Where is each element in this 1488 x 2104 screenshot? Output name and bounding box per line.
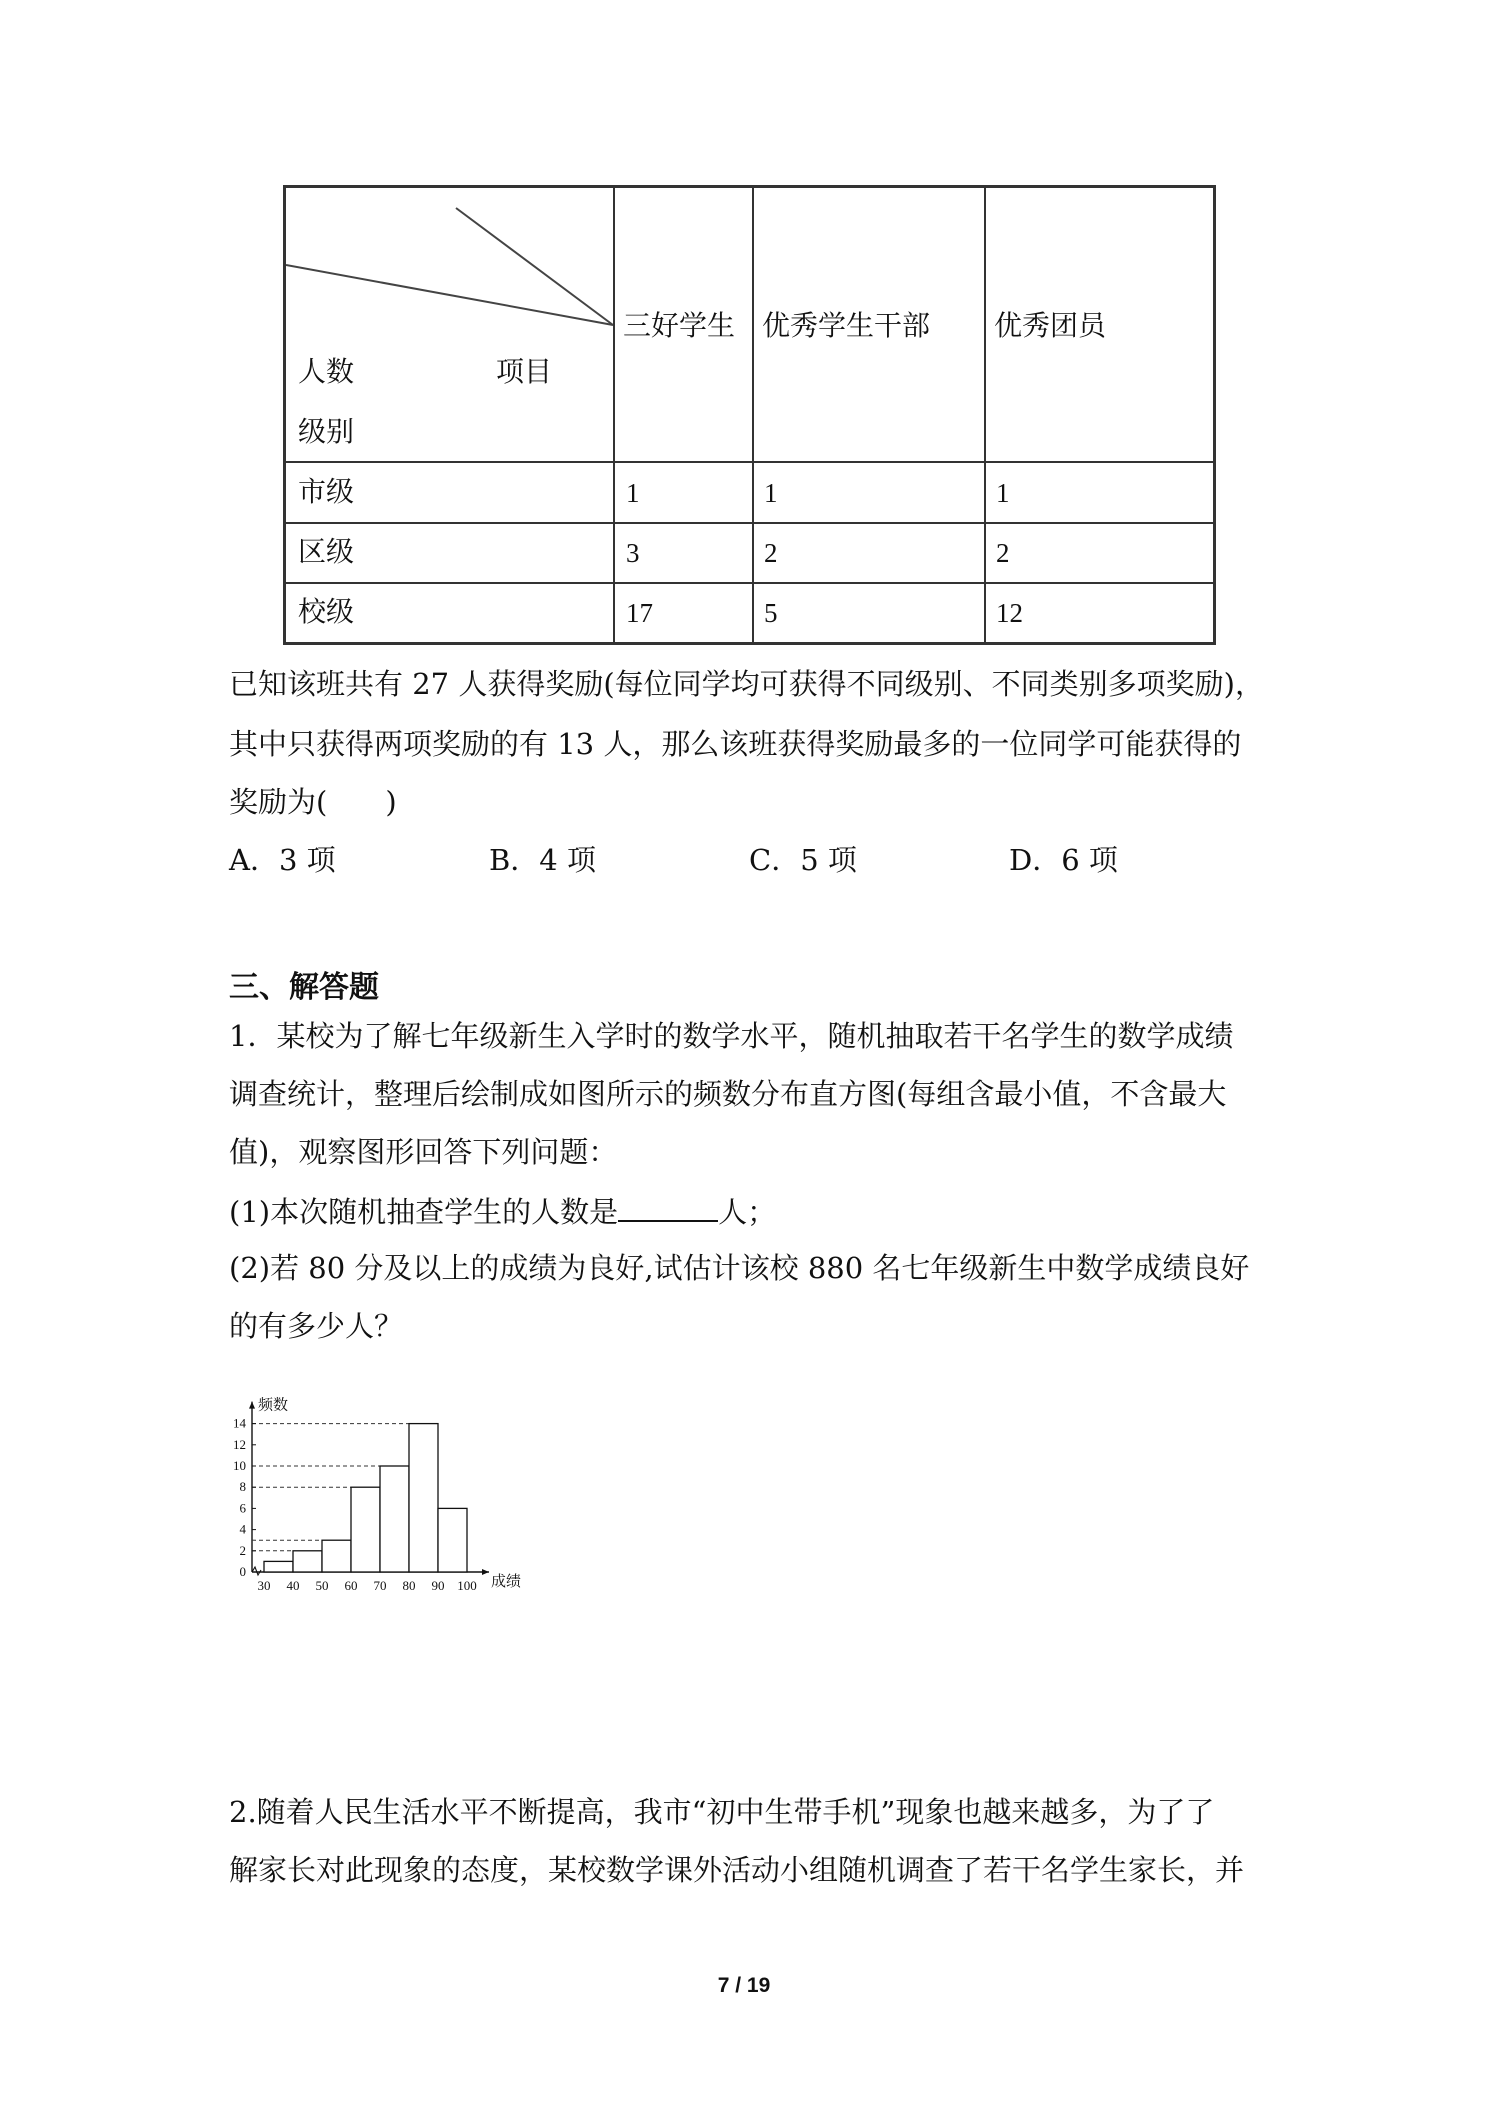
row-level-label: 区级 [298, 535, 355, 568]
problem-line: 1．某校为了解七年级新生入学时的数学水平，随机抽取若干名学生的数学成绩 [229, 1019, 1234, 1053]
problem-line: 2.随着人民生活水平不断提高，我市“初中生带手机”现象也越来越多，为了了 [229, 1795, 1215, 1829]
x-tick-label: 40 [286, 1578, 300, 1593]
problem-line: 调查统计，整理后绘制成如图所示的频数分布直方图(每组含最小值，不含最大 [229, 1077, 1227, 1111]
histogram-bar [293, 1551, 322, 1572]
y-tick-label: 12 [233, 1436, 246, 1452]
y-tick-label: 10 [233, 1458, 246, 1473]
table-cell: 1 [764, 478, 778, 508]
x-tick-label: 90 [431, 1578, 445, 1593]
sub-question-2-cont: 的有多少人？ [229, 1309, 404, 1343]
x-axis-label: 成绩 [491, 1574, 522, 1590]
x-tick-label: 80 [402, 1578, 416, 1593]
problem-line: 值)，观察图形回答下列问题： [229, 1135, 618, 1169]
table-cell: 2 [764, 538, 778, 568]
award-table [283, 185, 1216, 645]
y-axis-label: 频数 [258, 1397, 289, 1414]
question-line: 已知该班共有 27 人获得奖励(每位同学均可获得不同级别、不同类别多项奖励)， [229, 667, 1264, 701]
section-title: 三、解答题 [229, 970, 379, 1005]
corner-label-item: 项目 [496, 355, 553, 388]
table-cell: 2 [996, 538, 1010, 568]
histogram-bar [380, 1466, 409, 1572]
x-tick-label: 30 [257, 1578, 271, 1593]
table-cell: 3 [626, 538, 640, 568]
sub-question-1-unit: 人； [718, 1195, 777, 1229]
answer-blank[interactable] [618, 1196, 718, 1222]
table-cell: 5 [764, 598, 778, 628]
sub-question-1-text: (1)本次随机抽查学生的人数是 [229, 1195, 619, 1229]
histogram-bar [322, 1540, 351, 1572]
y-axis-arrow-icon [249, 1402, 255, 1409]
frequency-histogram [220, 1366, 540, 1606]
column-header: 优秀学生干部 [762, 309, 931, 342]
x-axis-arrow-icon [482, 1569, 489, 1575]
y-tick-label: 2 [239, 1542, 246, 1558]
question-line: 其中只获得两项奖励的有 13 人，那么该班获得奖励最多的一位同学可能获得的 [229, 727, 1242, 761]
y-tick-label: 4 [239, 1521, 246, 1537]
sub-question-2: (2)若 80 分及以上的成绩为良好,试估计该校 880 名七年级新生中数学成绩良好 [229, 1251, 1250, 1285]
axis-break-icon [252, 1567, 261, 1575]
histogram-bar [351, 1487, 380, 1572]
choice-c: C．5 项 [749, 843, 857, 877]
table-cell: 1 [996, 478, 1010, 508]
corner-label-count: 人数 [298, 355, 355, 388]
question-line: 奖励为( ) [229, 785, 397, 819]
histogram-bar [438, 1508, 467, 1572]
y-tick-label: 6 [239, 1500, 246, 1516]
x-tick-label: 50 [315, 1578, 329, 1593]
table-cell: 1 [626, 478, 640, 508]
row-level-label: 市级 [298, 475, 355, 508]
y-tick-label: 0 [239, 1564, 246, 1579]
y-tick-label: 8 [239, 1479, 246, 1495]
x-tick-label: 70 [373, 1578, 387, 1593]
column-header: 三好学生 [623, 309, 736, 342]
choice-a: A．3 项 [229, 843, 336, 877]
choice-d: D．6 项 [1009, 843, 1118, 877]
page-number: 7 / 19 [717, 1974, 771, 1997]
y-tick-label: 14 [233, 1415, 246, 1431]
choice-b: B．4 项 [489, 843, 596, 877]
x-tick-label: 100 [457, 1578, 477, 1593]
table-cell: 12 [996, 598, 1023, 628]
table-cell: 17 [626, 598, 653, 628]
problem-line: 解家长对此现象的态度，某校数学课外活动小组随机调查了若干名学生家长，并 [229, 1853, 1245, 1887]
histogram-bar [409, 1424, 438, 1572]
corner-label-level: 级别 [298, 415, 355, 448]
chart-x-ticks [258, 1578, 477, 1593]
column-header: 优秀团员 [994, 309, 1107, 342]
x-tick-label: 60 [344, 1578, 358, 1593]
histogram-bar [264, 1561, 293, 1572]
chart-bars [264, 1424, 467, 1572]
sub-question-1 [229, 1196, 776, 1227]
row-level-label: 校级 [298, 595, 355, 628]
